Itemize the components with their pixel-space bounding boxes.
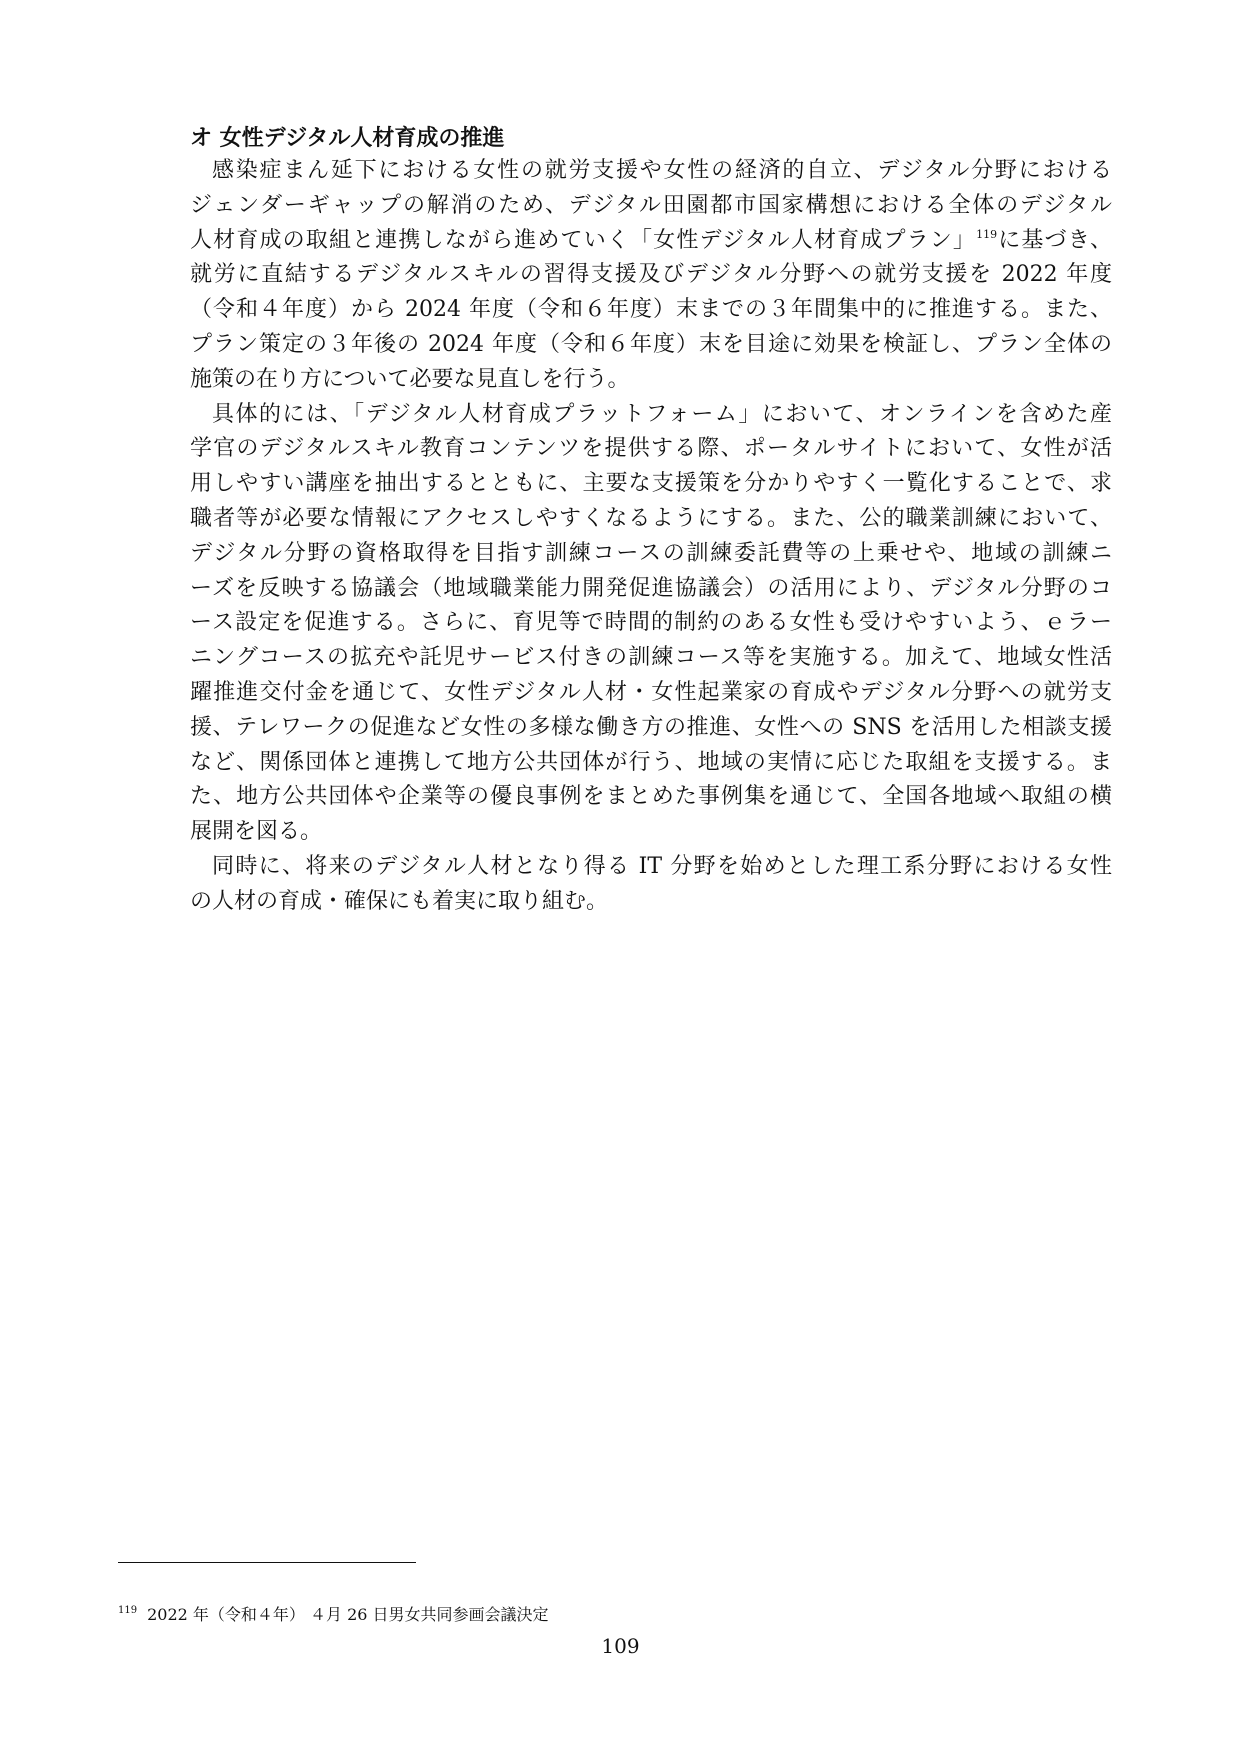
text-line: 施策の在り方について必要な見直しを行う。 [190,366,630,392]
text-line: ニングコースの拡充や託児サービス付きの訓練コース等を実施する。加えて、地域女性活 [190,645,1112,671]
footnote-ref: 119 [976,227,998,241]
text-line: 用しやすい講座を抽出するとともに、主要な支援策を分かりやすく一覧化することで、求 [190,471,1112,497]
text-line: ーズを反映する協議会（地域職業能力開発促進協議会）の活用により、デジタル分野のコ [190,575,1112,601]
text-line: 職者等が必要な情報にアクセスしやすくなるようにする。また、公的職業訓練において、 [190,505,1112,531]
paragraph-1 [190,154,1112,398]
page-number: 109 [601,1634,640,1658]
text-segment: に基づき、 [997,227,1112,253]
text-line: 援、テレワークの促進など女性の多様な働き方の推進、女性への SNS を活用した相談支援 [190,714,1112,740]
text-segment: 人材育成の取組と連携しながら進めていく「女性デジタル人材育成プラン」 [190,227,977,253]
footnote-text: 2022 年（令和４年） ４月 26 日男女共同参画会議決定 [147,1605,549,1624]
text-line: など、関係団体と連携して地方公共団体が行う、地域の実情に応じた取組を支援する。ま [190,749,1112,775]
paragraph-3 [190,850,1112,920]
text-line: デジタル分野の資格取得を目指す訓練コースの訓練委託費等の上乗せや、地域の訓練ニ [190,540,1112,566]
footnote-divider [118,1562,416,1563]
paragraph-2 [190,398,1112,850]
text-line: 具体的には、「デジタル人材育成プラットフォーム」において、オンラインを含めた産 [212,401,1112,427]
text-line: 学官のデジタルスキル教育コンテンツを提供する際、ポータルサイトにおいて、女性が活 [190,436,1112,462]
footnote-number: 119 [118,1605,138,1616]
footnote [118,1604,549,1626]
text-line: ース設定を促進する。さらに、育児等で時間的制約のある女性も受けやすいよう、ｅラー [190,610,1112,636]
text-line: 展開を図る。 [190,819,323,845]
text-line: 感染症まん延下における女性の就労支援や女性の経済的自立、デジタル分野における [212,158,1112,183]
text-line: 就労に直結するデジタルスキルの習得支援及びデジタル分野への就労支援を 2022 年度 [190,262,1112,288]
text-line: （令和４年度）から 2024 年度（令和６年度）末までの３年間集中的に推進する。また、 [190,297,1112,323]
text-line [190,224,1112,259]
text-line: た、地方公共団体や企業等の優良事例をまとめた事例集を通じて、全国各地域へ取組の横 [190,784,1112,810]
body-text [190,154,1112,920]
text-line: ジェンダーギャップの解消のため、デジタル田園都市国家構想における全体のデジタル [190,192,1112,218]
text-line: プラン策定の３年後の 2024 年度（令和６年度）末を目途に効果を検証し、プラン全体の [190,331,1112,357]
text-line: の人材の育成・確保にも着実に取り組む。 [190,888,609,914]
section-heading: オ 女性デジタル人材育成の推進 [190,126,505,151]
text-line: 躍推進交付金を通じて、女性デジタル人材・女性起業家の育成やデジタル分野への就労支 [190,679,1112,705]
text-line: 同時に、将来のデジタル人材となり得る IT 分野を始めとした理工系分野における女性 [212,853,1112,879]
